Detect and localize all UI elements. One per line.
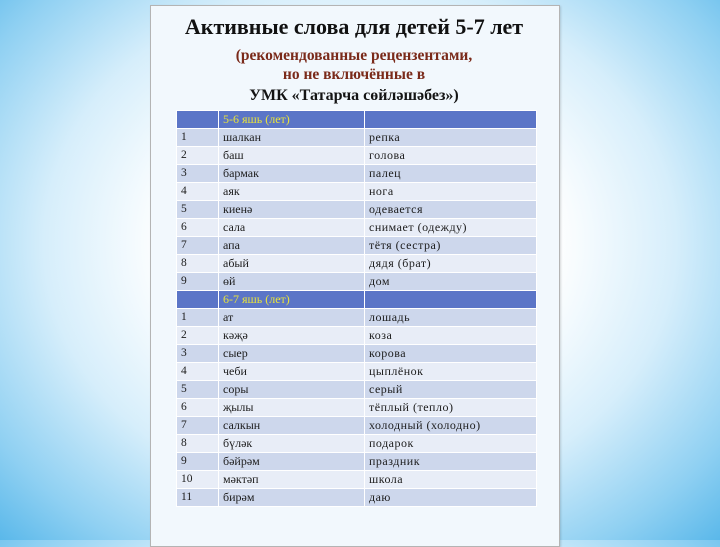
russian-translation: цыплёнок [365, 363, 537, 381]
tatar-word: абый [219, 255, 365, 273]
row-number: 8 [177, 435, 219, 453]
group-age-label: 5-6 яшь (лет) [219, 111, 365, 129]
slide-subtitle-line2: но не включённые в [282, 66, 426, 83]
slide-title: Активные слова для детей 5-7 лет [184, 14, 524, 39]
group-header-empty-cell [177, 111, 219, 129]
row-number: 4 [177, 183, 219, 201]
table-row [177, 417, 537, 435]
russian-translation: нога [365, 183, 537, 201]
table-row [177, 363, 537, 381]
russian-translation: голова [365, 147, 537, 165]
table-row [177, 327, 537, 345]
tatar-word: ат [219, 309, 365, 327]
table-row [177, 399, 537, 417]
russian-translation: корова [365, 345, 537, 363]
group-header-row [177, 111, 537, 129]
tatar-word: бирәм [219, 489, 365, 507]
russian-translation: холодный (холодно) [365, 417, 537, 435]
row-number: 2 [177, 327, 219, 345]
tatar-word: сала [219, 219, 365, 237]
row-number: 3 [177, 165, 219, 183]
russian-translation: дядя (брат) [365, 255, 537, 273]
row-number: 7 [177, 417, 219, 435]
row-number: 3 [177, 345, 219, 363]
table-row [177, 201, 537, 219]
table-row [177, 129, 537, 147]
row-number: 4 [177, 363, 219, 381]
row-number: 8 [177, 255, 219, 273]
table-row [177, 219, 537, 237]
row-number: 9 [177, 273, 219, 291]
table-row [177, 471, 537, 489]
russian-translation: подарок [365, 435, 537, 453]
row-number: 7 [177, 237, 219, 255]
table-row [177, 453, 537, 471]
russian-translation: одевается [365, 201, 537, 219]
row-number: 6 [177, 219, 219, 237]
tatar-word: бармак [219, 165, 365, 183]
tatar-word: киенә [219, 201, 365, 219]
vocabulary-table [176, 110, 537, 507]
russian-translation: даю [365, 489, 537, 507]
table-row [177, 345, 537, 363]
table-row [177, 309, 537, 327]
table-row [177, 237, 537, 255]
group-header-empty-cell [365, 111, 537, 129]
tatar-word: җылы [219, 399, 365, 417]
slide-subtitle-line3: УМК «Татарча сөйләшәбез») [249, 87, 459, 104]
russian-translation: лошадь [365, 309, 537, 327]
russian-translation: праздник [365, 453, 537, 471]
tatar-word: кәҗә [219, 327, 365, 345]
row-number: 1 [177, 129, 219, 147]
russian-translation: коза [365, 327, 537, 345]
russian-translation: школа [365, 471, 537, 489]
tatar-word: аяк [219, 183, 365, 201]
russian-translation: серый [365, 381, 537, 399]
russian-translation: репка [365, 129, 537, 147]
group-header-empty-cell [177, 291, 219, 309]
tatar-word: бүләк [219, 435, 365, 453]
tatar-word: баш [219, 147, 365, 165]
russian-translation: дом [365, 273, 537, 291]
tatar-word: шалкан [219, 129, 365, 147]
row-number: 9 [177, 453, 219, 471]
table-row [177, 183, 537, 201]
slide-subtitle-line1: (рекомендованные рецензентами, [235, 47, 473, 64]
tatar-word: салкын [219, 417, 365, 435]
table-row [177, 165, 537, 183]
row-number: 2 [177, 147, 219, 165]
tatar-word: мәктәп [219, 471, 365, 489]
row-number: 1 [177, 309, 219, 327]
vocabulary-table-body [177, 111, 537, 507]
tatar-word: сыер [219, 345, 365, 363]
russian-translation: тётя (сестра) [365, 237, 537, 255]
tatar-word: апа [219, 237, 365, 255]
table-row [177, 489, 537, 507]
group-header-empty-cell [365, 291, 537, 309]
row-number: 11 [177, 489, 219, 507]
tatar-word: өй [219, 273, 365, 291]
group-header-row [177, 291, 537, 309]
table-row [177, 273, 537, 291]
row-number: 5 [177, 201, 219, 219]
table-row [177, 255, 537, 273]
row-number: 5 [177, 381, 219, 399]
russian-translation: снимает (одежду) [365, 219, 537, 237]
table-row [177, 381, 537, 399]
russian-translation: палец [365, 165, 537, 183]
russian-translation: тёплый (тепло) [365, 399, 537, 417]
tatar-word: чеби [219, 363, 365, 381]
tatar-word: бәйрәм [219, 453, 365, 471]
table-row [177, 147, 537, 165]
row-number: 6 [177, 399, 219, 417]
table-row [177, 435, 537, 453]
row-number: 10 [177, 471, 219, 489]
group-age-label: 6-7 яшь (лет) [219, 291, 365, 309]
tatar-word: соры [219, 381, 365, 399]
